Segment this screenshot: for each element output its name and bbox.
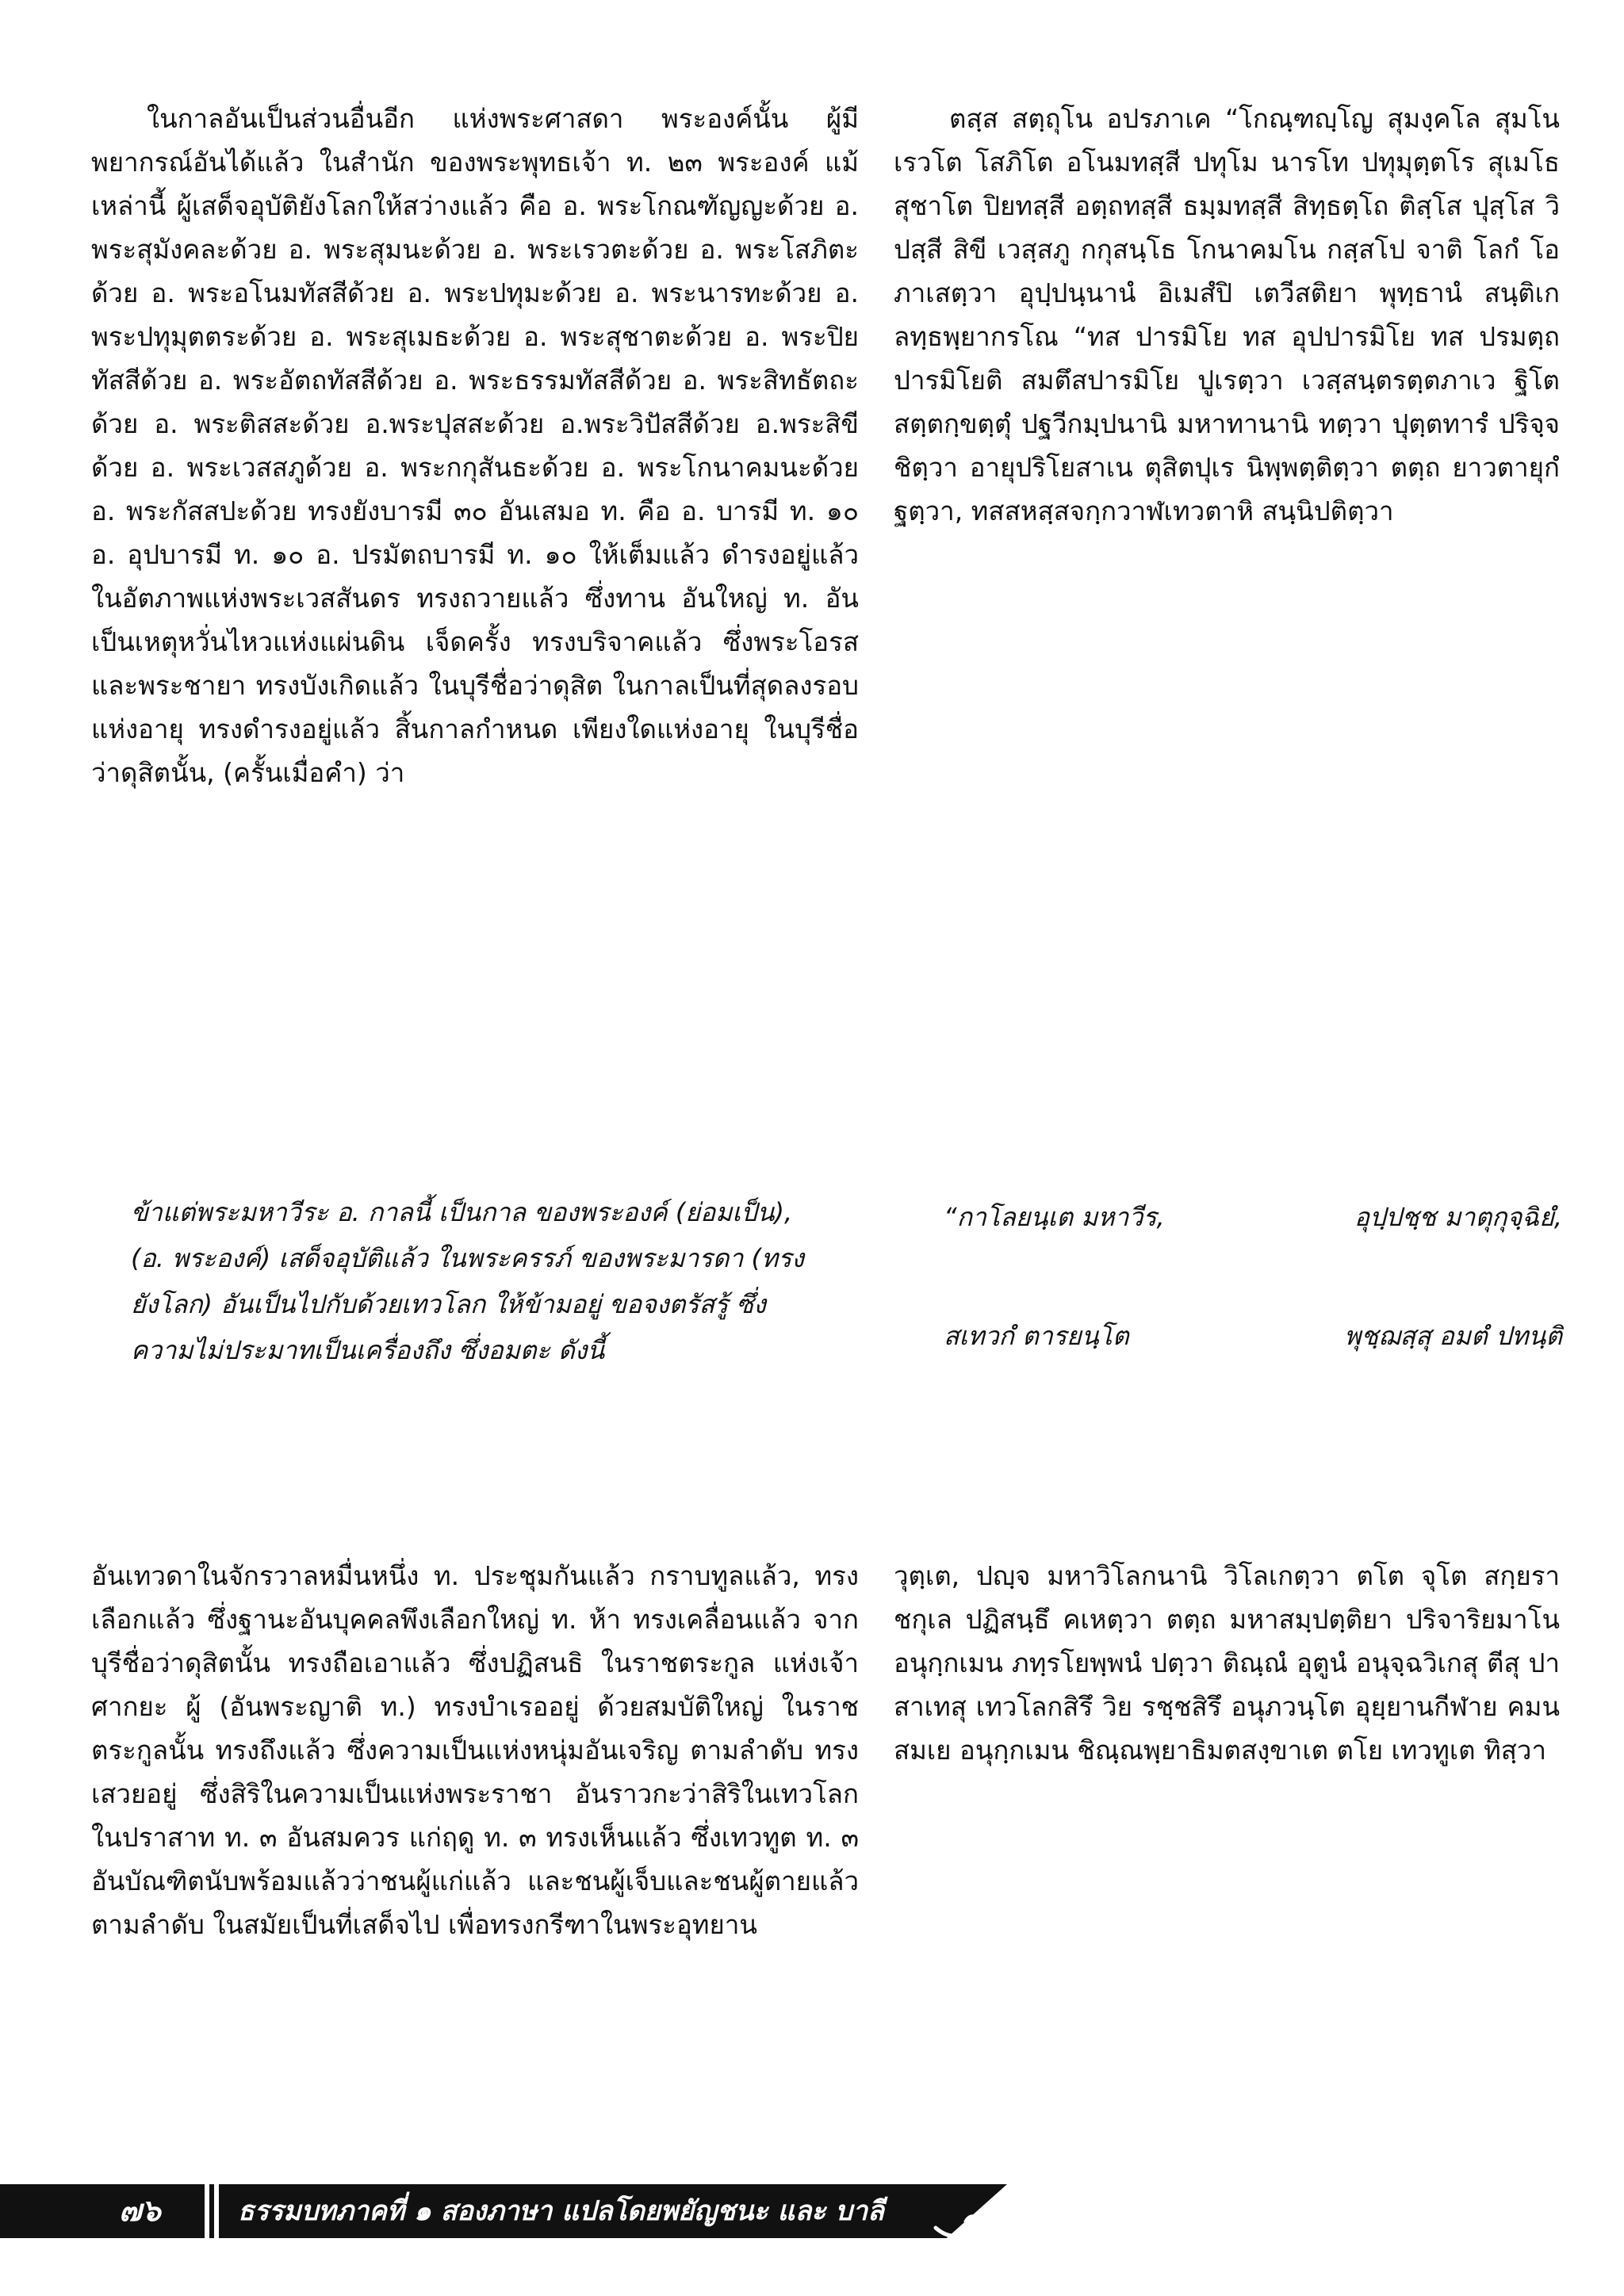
section1-thai-paragraph [91,97,868,794]
pali-verse-line-1 [944,1197,1562,1238]
section1-pali-text: ตสฺส สตฺถุโน อปรภาเค “โกณฺฑญฺโญ สุมงฺคโล สุมโน เรวโต โสภิโต อโนมทสฺสี ปทุโม นารโท ปทุมุตฺตโร สุเมโธ สุชาโต ปิยทสฺสี อตฺถทสฺสี ธมฺมทสฺสี สิทฺธตฺโถ ติสฺโส ปุสฺโส วิปสฺสี สิขี เวสฺสภู กกุสนฺโธ โกนาคมโน กสฺสโป จาติ โลกํ โอภาเสตฺวา อุปฺปนฺนานํ อิเมสํปิ เตวีสติยา พุทฺธานํ สนฺติเก ลทฺธพฺยากรโณ “ทส ปารมิโย ทส อุปปารมิโย ทส ปรมตฺถปารมิโยติ สมตึสปารมิโย ปูเรตฺวา เวสฺสนฺตรตฺตภาเว ฐิโต สตฺตกฺขตฺตุํ ปฐวีกมฺปนานิ มหาทานานิ ทตฺวา ปุตฺตทารํ ปริจฺจชิตฺวา อายุปริโยสาเน ตุสิตปุเร นิพฺพตฺติตฺวา ตตฺถ ยาวตายุกํ ฐตฺวา, ทสสหสฺสจกฺกวาฬเทวตาหิ สนฺนิปติตฺวา [894,103,1568,526]
footer-book-title: ธรรมบทภาคที่ ๑ สองภาษา แปลโดยพยัญชนะ และ บาลี [238,2195,884,2227]
verse-line-2-second-half: พุชฺฌสฺสุ อมตํ ปทนฺติ [1344,1321,1562,1351]
verse-line-1-second-half: อุปฺปชฺช มาตุกุจฺฉิยํ, [1354,1202,1562,1232]
verse-line-1-first-half: “กาโลยนฺเต มหาวีร, [944,1202,1165,1232]
quote-thai-translation: ข้าแต่พระมหาวีระ อ. กาลนี้ เป็นกาล ของพระองค์ (ย่อมเป็น), (อ. พระองค์) เสด็จอุบัติแล้ว ในพระครรภ์ ของพระมารดา (ทรงยังโลก) อันเป็นไปกับด้วยเทวโลก ให้ข้ามอยู่ ขอจงตรัสรู้ ซึ่งความไม่ประมาทเป็นเครื่องถึง ซึ่งอมตะ ดังนี้ [131,1197,804,1365]
pali-verse-line-2 [944,1316,1562,1357]
footer-divider [214,2184,219,2238]
footer-divider [205,2184,209,2238]
swirl-ornament-icon [928,2196,1007,2244]
page-number: ๗๖ [119,2193,161,2228]
verse-line-2-first-half: สเทวกํ ตารยนฺโต [944,1321,1129,1351]
section1-thai-text: ในกาลอันเป็นส่วนอื่นอีก แห่งพระศาสดา พระองค์นั้น ผู้มีพยากรณ์อันได้แล้ว ในสำนัก ของพระพุทธเจ้า ท. ๒๓ พระองค์ แม้เหล่านี้ ผู้เสด็จอุบัติยังโลกให้สว่างแล้ว คือ อ. พระโกณฑัญญะด้วย อ. พระสุมังคละด้วย อ. พระสุมนะด้วย อ. พระเรวตะด้วย อ. พระโสภิตะด้วย อ. พระอโนมทัสสีด้วย อ. พระปทุมะด้วย อ. พระนารทะด้วย อ. พระปทุมุตตระด้วย อ. พระสุเมธะด้วย อ. พระสุชาตะด้วย อ. พระปิยทัสสีด้วย อ. พระอัตถทัสสีด้วย อ. พระธรรมทัสสีด้วย อ. พระสิทธัตถะด้วย อ. พระติสสะด้วย อ.พระปุสสะด้วย อ.พระวิปัสสีด้วย อ.พระสิขีด้วย อ. พระเวสสภูด้วย อ. พระกกุสันธะด้วย อ. พระโกนาคมนะด้วย อ. พระกัสสปะด้วย ทรงยังบารมี ๓๐ อันเสมอ ท. คือ อ. บารมี ท. ๑๐ อ. อุปบารมี ท. ๑๐ อ. ปรมัตถบารมี ท. ๑๐ ให้เต็มแล้ว ดำรงอยู่แล้ว ในอัตภาพแห่งพระเวสสันดร ทรงถวายแล้ว ซึ่งทาน อันใหญ่ ท. อันเป็นเหตุหวั่นไหวแห่งแผ่นดิน เจ็ดครั้ง ทรงบริจาคแล้ว ซึ่งพระโอรสและพระชายา ทรงบังเกิดแล้ว ในบุรีชื่อว่าดุสิต ในกาลเป็นที่สุดลงรอบแห่งอายุ ทรงดำรงอยู่แล้ว สิ้นกาลกำหนด เพียงใดแห่งอายุ ในบุรีชื่อว่าดุสิตนั้น, (ครั้นเมื่อคำ) ว่า [91,103,868,788]
section1-pali-paragraph [894,97,1568,533]
section2-pali-paragraph: วุตฺเต, ปญฺจ มหาวิโลกนานิ วิโลเกตฺวา ตโต จุโต สกฺยราชกุเล ปฏิสนฺธึ คเหตฺวา ตตฺถ มหาสมฺปตฺติยา ปริจาริยมาโน อนุกฺกเมน ภทฺรโยพฺพนํ ปตฺวา ติณฺณํ อุตูนํ อนุจฺฉวิเกสุ ตีสุ ปาสาเทสุ เทวโลกสิรึ วิย รชฺชสิรึ อนุภวนฺโต อุยฺยานกีฬาย คมนสมเย อนุกฺกเมน ชิณฺณพฺยาธิมตสงฺขาเต ตโย เทวทูเต ทิสฺวา [894,1560,1568,1766]
section2-thai-paragraph: อันเทวดาในจักรวาลหมื่นหนึ่ง ท. ประชุมกันแล้ว กราบทูลแล้ว, ทรงเลือกแล้ว ซึ่งฐานะอันบุคคลพึงเลือกใหญ่ ท. ห้า ทรงเคลื่อนแล้ว จากบุรีชื่อว่าดุสิตนั้น ทรงถือเอาแล้ว ซึ่งปฏิสนธิ ในราชตระกูล แห่งเจ้าศากยะ ผู้ (อันพระญาติ ท.) ทรงบำเรออยู่ ด้วยสมบัติใหญ่ ในราชตระกูลนั้น ทรงถึงแล้ว ซึ่งความเป็นแห่งหนุ่มอันเจริญ ตามลำดับ ทรงเสวยอยู่ ซึ่งสิริในความเป็นแห่งพระราชา อันราวกะว่าสิริในเทวโลก ในปราสาท ท. ๓ อันสมควร แก่ฤดู ท. ๓ ทรงเห็นแล้ว ซึ่งเทวทูต ท. ๓ อันบัณฑิตนับพร้อมแล้วว่าชนผู้แก่แล้ว และชนผู้เจ็บและชนผู้ตายแล้ว ตามลำดับ ในสมัยเป็นที่เสด็จไป เพื่อทรงกรีฑาในพระอุทยาน [91,1560,868,1940]
